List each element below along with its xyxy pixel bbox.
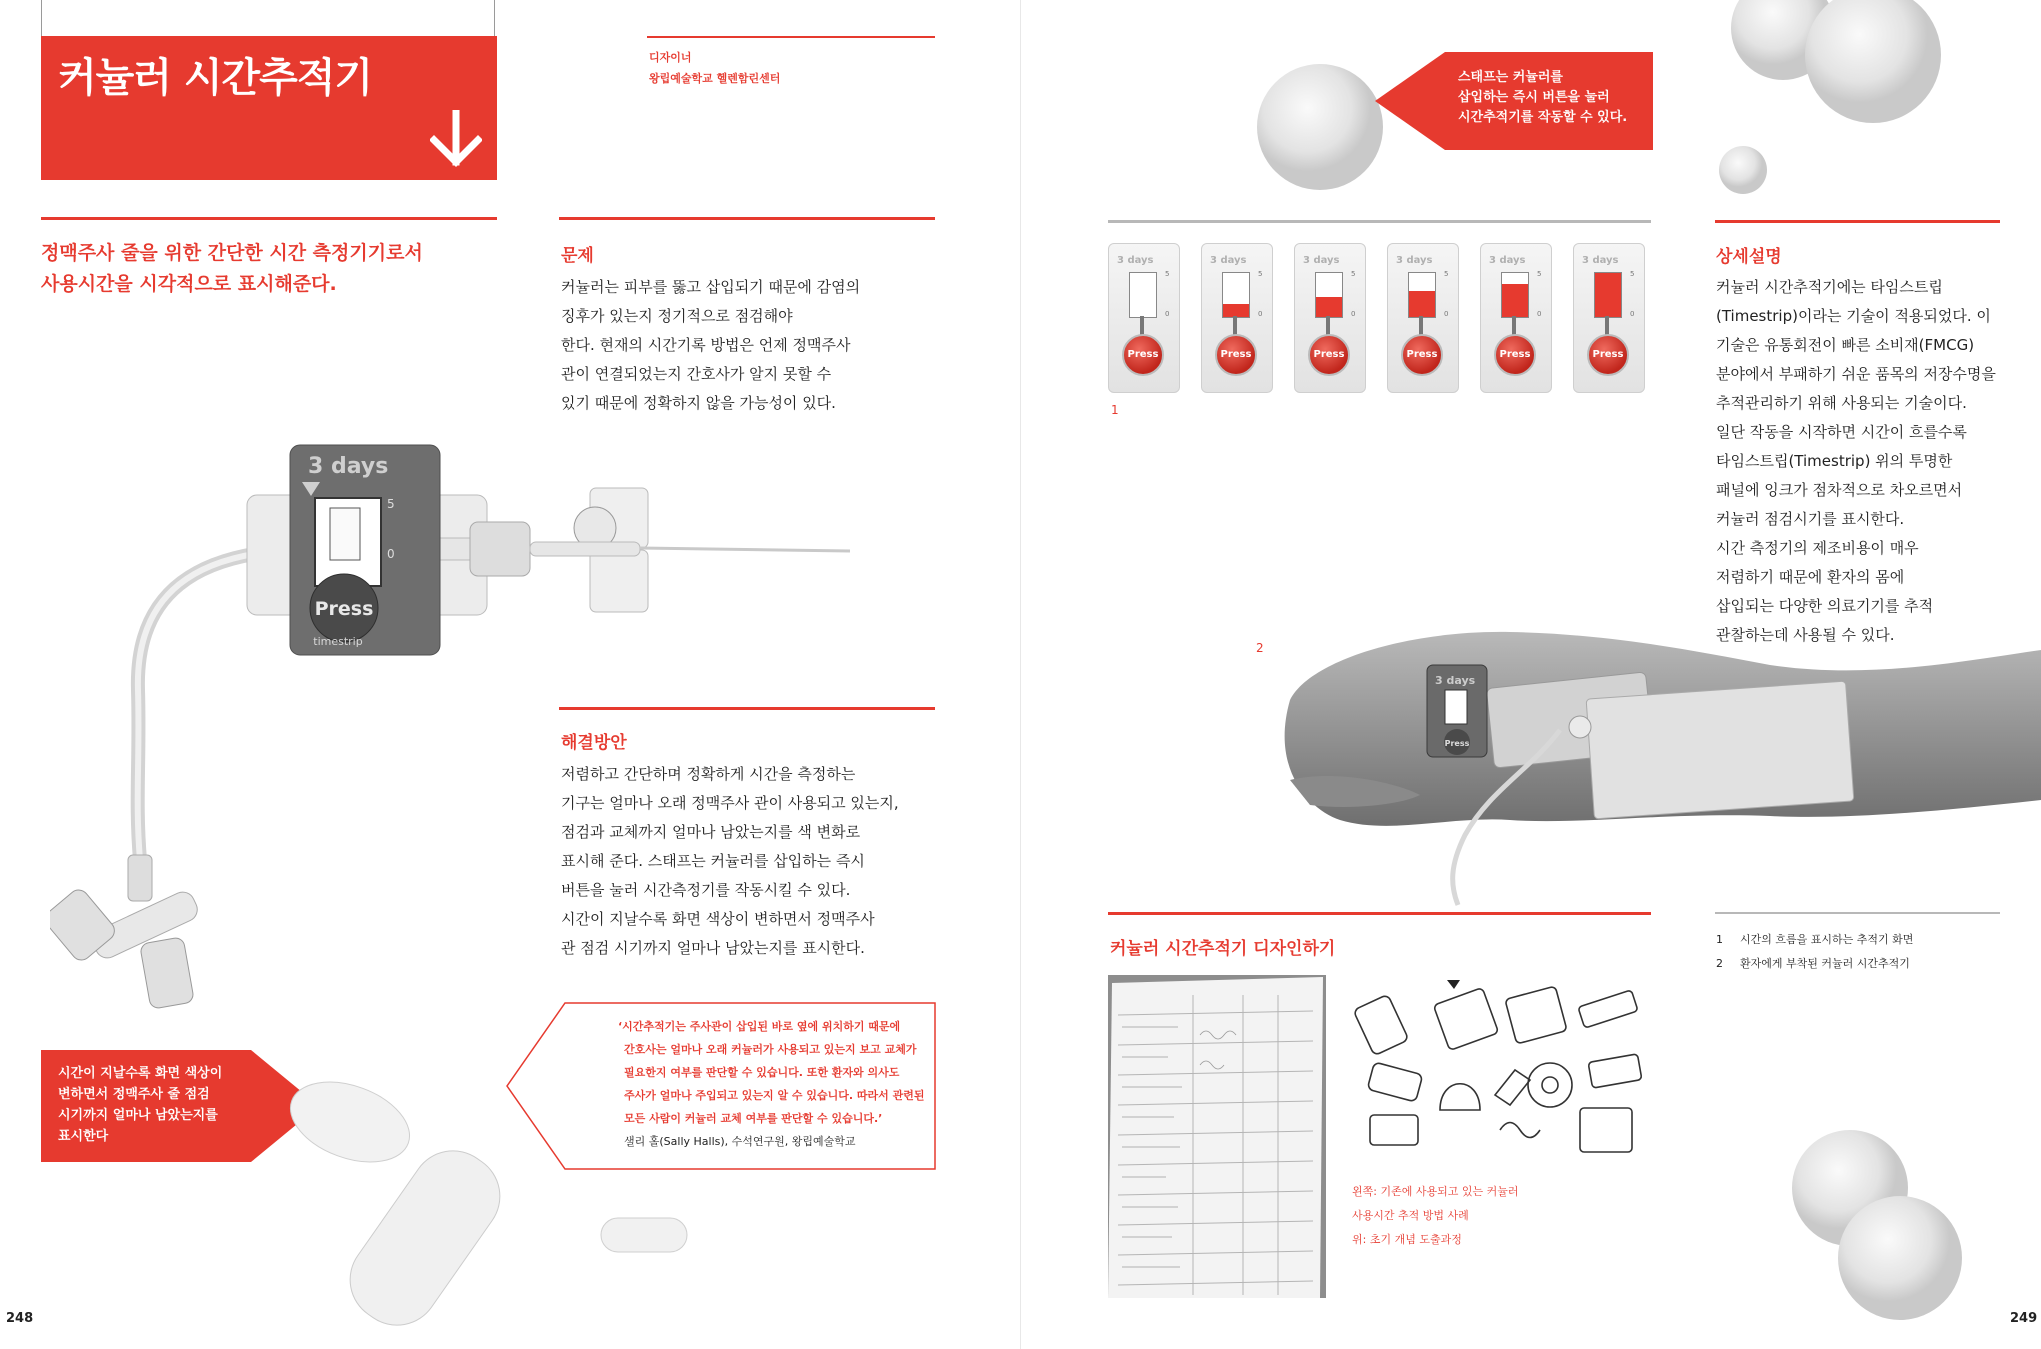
press-button[interactable] (1215, 334, 1257, 376)
timestrip-card (1294, 243, 1366, 393)
device-tick-5: 5 (387, 497, 395, 511)
page-title: 커뉼러 시간추적기 (58, 55, 373, 101)
title-frame (41, 0, 495, 36)
timestrip-window (1501, 272, 1529, 318)
callout-line: 시기까지 얼마나 남았는지를 (58, 1108, 218, 1123)
figure-captions (1716, 928, 1913, 976)
paper-form-photo (1108, 975, 1326, 1298)
timestrip-tick-0: 0 (1630, 310, 1635, 318)
press-button[interactable] (1401, 334, 1443, 376)
detail-line: 분야에서 부패하기 쉬운 품목의 저장수명을 (1716, 365, 1996, 383)
quote-line: ‘시간추적기는 주사관이 삽입된 바로 옆에 위치하기 때문에 (618, 1020, 901, 1033)
wrist-photo (1250, 620, 2041, 910)
timestrip-card (1387, 243, 1459, 393)
small-pill-image (597, 1210, 693, 1260)
quote-line: 주사가 얼마나 주입되고 있는지 알 수 있습니다. 따라서 관련된 (624, 1089, 925, 1102)
timestrip-days-label: 3 days (1489, 255, 1526, 266)
detail-line: 일단 작동을 시작하면 시간이 흐를수록 (1716, 423, 1967, 441)
solution-rule (559, 707, 935, 710)
solution-line: 저렴하고 간단하며 정확하게 시간을 측정하는 (561, 765, 856, 783)
quote-line: 간호사는 얼마나 오래 커뉼러가 사용되고 있는지 보고 교체가 (624, 1043, 917, 1056)
sketch-caption (1352, 1180, 1518, 1252)
solution-line: 기구는 얼마나 오래 정맥주사 관이 사용되고 있는지, (561, 794, 899, 812)
detail-line: 추적관리하기 위해 사용되는 기술이다. (1716, 394, 1967, 412)
page-number-right: 249 (2010, 1311, 2038, 1326)
page-number-left: 248 (6, 1311, 34, 1326)
timestrip-window (1222, 272, 1250, 318)
problem-heading: 문제 (561, 246, 594, 266)
caption-rule (1715, 912, 2000, 914)
figure-caption (1716, 952, 1913, 976)
press-label: Press (1406, 349, 1438, 360)
detail-rule (1715, 220, 2000, 223)
top-callout-line: 시간추적기를 작동할 수 있다. (1458, 110, 1628, 125)
timestrip-tick-5: 5 (1537, 270, 1542, 278)
meta-rule (647, 36, 935, 38)
detail-line: 시간 측정기의 제조비용이 매우 (1716, 539, 1919, 557)
detail-line: 커뉼러 시간추적기에는 타임스트립 (1716, 278, 1943, 296)
timestrip-days-label: 3 days (1210, 255, 1247, 266)
problem-line: 커뉼러는 피부를 뚫고 삽입되기 때문에 감염의 (561, 278, 861, 296)
timestrip-tick-0: 0 (1258, 310, 1263, 318)
timestrip-days-label: 3 days (1582, 255, 1619, 266)
timestrip-days-label: 3 days (1396, 255, 1433, 266)
detail-line: 패널에 잉크가 점차적으로 차오르면서 (1716, 481, 1963, 499)
problem-rule (559, 217, 935, 220)
solution-line: 시간이 지날수록 화면 색상이 변하면서 정맥주사 (561, 910, 875, 928)
timestrip-card (1201, 243, 1273, 393)
figure-caption (1716, 928, 1913, 952)
timestrip-window (1594, 272, 1622, 318)
detail-line: 기술은 유통회전이 빠른 소비재(FMCG) (1716, 336, 1975, 354)
press-button[interactable] (1122, 334, 1164, 376)
detail-line: 관찰하는데 사용될 수 있다. (1716, 626, 1895, 644)
detail-line: 커뉼러 점검시기를 표시한다. (1716, 510, 1905, 528)
problem-line: 관이 연결되었는지 간호사가 알지 못할 수 (561, 365, 832, 383)
figure-1-number: 1 (1111, 403, 1119, 417)
detail-line: 삽입되는 다양한 의료기기를 추적 (1716, 597, 1934, 615)
timestrip-fill (1595, 273, 1621, 317)
timestrip-fill (1316, 297, 1342, 317)
sketch-caption-line: 위: 초기 개념 도출과정 (1352, 1233, 1462, 1246)
figure-2-number: 2 (1256, 641, 1264, 655)
caption-text: 시간의 흐름을 표시하는 추적기 화면 (1740, 933, 1914, 946)
timestrip-window (1315, 272, 1343, 318)
lead-line: 사용시간을 시각적으로 표시해준다. (41, 273, 337, 295)
problem-line: 있기 때문에 정확하지 않을 가능성이 있다. (561, 394, 836, 412)
press-label: Press (1313, 349, 1345, 360)
lead-rule (41, 217, 497, 220)
timestrip-days-label: 3 days (1117, 255, 1154, 266)
timestrip-days-label: 3 days (1303, 255, 1340, 266)
timestrip-tick-5: 5 (1630, 270, 1635, 278)
timestrip-window (1408, 272, 1436, 318)
timestrip-tick-0: 0 (1351, 310, 1356, 318)
problem-line: 한다. 현재의 시간기록 방법은 언제 정맥주사 (561, 336, 851, 354)
page-spine (1020, 0, 1021, 1349)
callout-text (58, 1063, 222, 1147)
problem-body (561, 273, 860, 418)
press-label: Press (1499, 349, 1531, 360)
device-days-label: 3 days (308, 454, 389, 479)
designer-name: 왕립예술학교 헬렌함린센터 (649, 72, 781, 85)
quote-line: 필요한지 여부를 판단할 수 있습니다. 또한 환자와 의사도 (624, 1066, 900, 1079)
capsule-image (325, 1138, 525, 1338)
caption-number: 1 (1716, 933, 1723, 946)
press-button[interactable] (1587, 334, 1629, 376)
press-button[interactable] (1308, 334, 1350, 376)
press-button[interactable] (1494, 334, 1536, 376)
detail-line: (Timestrip)이라는 기술이 적용되었다. 이 (1716, 307, 1991, 325)
device-tick-0: 0 (387, 547, 395, 561)
solution-line: 점검과 교체까지 얼마나 남았는지를 색 변화로 (561, 823, 861, 841)
detail-heading: 상세설명 (1716, 247, 1782, 267)
arrow-down-icon (430, 110, 482, 168)
top-callout-line: 스태프는 커뉼러를 (1458, 70, 1563, 85)
timestrip-card (1108, 243, 1180, 393)
timestrip-window (1129, 272, 1157, 318)
quote-text (618, 1015, 924, 1153)
detail-line: 저렴하기 때문에 환자의 몸에 (1716, 568, 1905, 586)
sphere-cluster-top-image (1728, 0, 1948, 135)
problem-line: 징후가 있는지 정기적으로 점검해야 (561, 307, 793, 325)
design-rule (1108, 912, 1651, 915)
timestrip-tick-5: 5 (1165, 270, 1170, 278)
sphere-image (1255, 62, 1385, 192)
lead-text (41, 238, 423, 300)
timestrip-card (1573, 243, 1645, 393)
top-callout-line: 삽입하는 즉시 버튼을 눌러 (1458, 90, 1610, 105)
figure-1-rule (1108, 220, 1651, 223)
timestrip-tick-5: 5 (1444, 270, 1449, 278)
solution-heading: 해결방안 (561, 733, 627, 753)
quote-author: 샐리 홀(Sally Halls), 수석연구원, 왕립예술학교 (624, 1135, 856, 1148)
top-callout-text (1458, 68, 1627, 128)
caption-number: 2 (1716, 957, 1723, 970)
device-brand: timestrip (313, 635, 363, 648)
callout-line: 표시한다 (58, 1129, 109, 1144)
caption-text: 환자에게 부착된 커뉼러 시간추적기 (1740, 957, 1910, 970)
quote-line: 모든 사람이 커뉼러 교체 여부를 판단할 수 있습니다.’ (624, 1112, 883, 1125)
sketch-caption-line: 사용시간 추적 방법 사례 (1352, 1209, 1469, 1222)
wrist-device-days-label: 3 days (1435, 674, 1476, 687)
design-heading: 커뉼러 시간추적기 디자인하기 (1110, 939, 1336, 959)
timestrip-tick-5: 5 (1351, 270, 1356, 278)
press-label: Press (1592, 349, 1624, 360)
timestrip-tick-5: 5 (1258, 270, 1263, 278)
device-press-label: Press (314, 598, 374, 620)
concept-sketches (1350, 980, 1650, 1160)
solution-line: 관 점검 시기까지 얼마나 남았는지를 표시한다. (561, 939, 865, 957)
solution-line: 버튼을 눌러 시간측정기를 작동시킬 수 있다. (561, 881, 851, 899)
solution-line: 표시해 준다. 스태프는 커뉼러를 삽입하는 즉시 (561, 852, 865, 870)
designer-label: 디자이너 (649, 51, 692, 64)
detail-body (1716, 273, 1996, 650)
solution-body (561, 760, 899, 963)
press-label: Press (1127, 349, 1159, 360)
timestrip-tick-0: 0 (1537, 310, 1542, 318)
timestrip-card (1480, 243, 1552, 393)
callout-line: 시간이 지날수록 화면 색상이 (58, 1066, 223, 1081)
press-label: Press (1220, 349, 1252, 360)
timestrip-tick-0: 0 (1444, 310, 1449, 318)
timestrip-fill (1409, 291, 1435, 317)
detail-line: 타임스트립(Timestrip) 위의 투명한 (1716, 452, 1953, 470)
wrist-device-press-label: Press (1444, 739, 1470, 748)
sketch-caption-line: 왼쪽: 기존에 사용되고 있는 커뉼러 (1352, 1185, 1519, 1198)
timestrip-tick-0: 0 (1165, 310, 1170, 318)
timestrip-fill (1502, 284, 1528, 317)
lead-line: 정맥주사 줄을 위한 간단한 시간 측정기기로서 (41, 242, 423, 264)
callout-line: 변하면서 정맥주사 줄 점검 (58, 1087, 210, 1102)
sphere-cluster-bottom-image (1780, 1128, 1980, 1328)
small-sphere-image (1718, 145, 1768, 195)
